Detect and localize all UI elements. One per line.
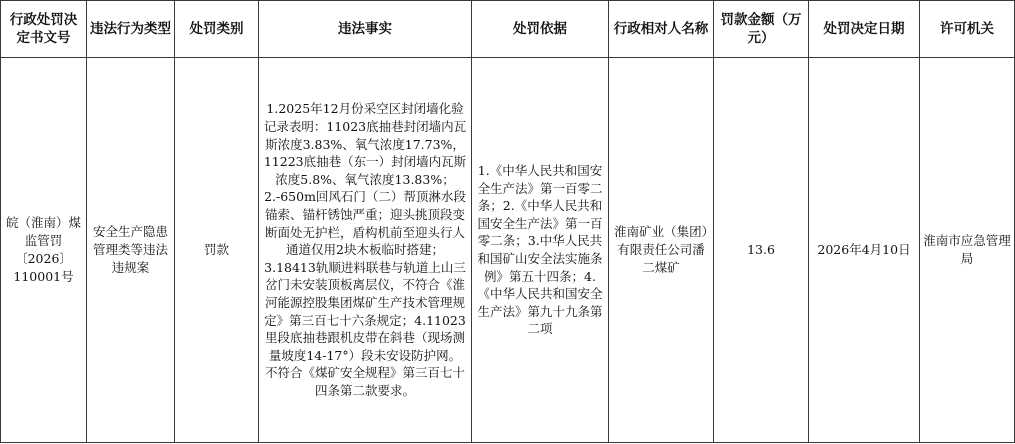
header-penalty-category: 处罚类别: [175, 1, 259, 58]
cell-doc-no: 皖（淮南）煤监管罚〔2026〕110001号: [1, 58, 87, 443]
header-violation-facts: 违法事实: [259, 1, 472, 58]
table-row: [1, 58, 1015, 443]
cell-decision-date: 2026年4月10日: [809, 58, 920, 443]
cell-fine-amount: 13.6: [714, 58, 809, 443]
header-violation-type: 违法行为类型: [87, 1, 175, 58]
cell-violation-facts: 1.2025年12月份采空区封闭墙化验记录表明：11023底抽巷封闭墙内瓦斯浓度3.83%、氧气浓度17.73%，11223底抽巷（东一）封闭墙内瓦斯浓度5.8%、氧气浓度13.83%；2.-650m回风石门（二）帮顶淋水段锚索、锚杆锈蚀严重；迎头挑顶段变断面处无护栏，盾构机前至迎头行人通道仅用2块木板临时搭建；3.18413轨顺进料联巷与轨道上山三岔门未安装顶板离层仪，不符合《淮河能源控股集团煤矿生产技术管理规定》第三百七十六条规定；4.11023里段底抽巷跟机皮带在斜巷（现场测量坡度14-17°）段未安设防护网。不符合《煤矿安全规程》第三百七十四条第二款要求。: [259, 58, 472, 443]
header-row: [1, 1, 1015, 58]
header-authority: 许可机关: [920, 1, 1015, 58]
header-decision-date: 处罚决定日期: [809, 1, 920, 58]
cell-penalty-basis: 1.《中华人民共和国安全生产法》第一百零二条；2.《中华人民共和国安全生产法》第一百零二条；3.中华人民共和国矿山安全法实施条例》第五十四条；4.《中华人民共和国安全生产法》第九十九条第二项: [472, 58, 609, 443]
header-penalty-basis: 处罚依据: [472, 1, 609, 58]
header-doc-no: 行政处罚决定书文号: [1, 1, 87, 58]
cell-penalty-category: 罚款: [175, 58, 259, 443]
cell-authority: 淮南市应急管理局: [920, 58, 1015, 443]
cell-counterparty: 淮南矿业（集团）有限责任公司潘二煤矿: [609, 58, 714, 443]
header-fine-amount: 罚款金额（万元）: [714, 1, 809, 58]
cell-violation-type: 安全生产隐患管理类等违法违规案: [87, 58, 175, 443]
header-counterparty: 行政相对人名称: [609, 1, 714, 58]
